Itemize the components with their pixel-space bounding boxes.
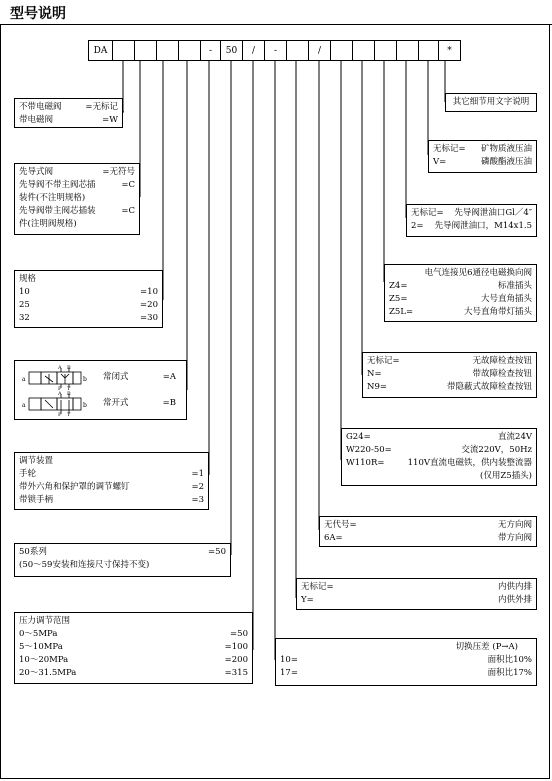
code-cell-2 [112,40,135,61]
box-fault: 无标记= 无故障检查按钮 N= 带故障检查按钮 N9= 带隐蔽式故障检查按钮 [362,352,537,398]
box-check: 无代号= 无方向阀 6A= 带方向阀 [319,516,537,547]
function-nc-code: =A [162,371,176,382]
label-B: B [67,365,71,371]
box-drain: 无标记= 先导阀泄油口Gl／4″ 2= 先导阀泄油口，M14x1.5 [406,204,537,237]
box-switch: 切换压差 (P→A) 10= 面积比10% 17= 面积比17% [275,638,537,686]
label-T: T [67,412,71,416]
label-A: A [58,365,62,371]
label-A: A [58,391,62,397]
code-cell-4 [156,40,179,61]
label-T: T [67,386,71,390]
box-pressure: 压力调节范围 0～5MPa =50 5～10MPa =100 10～20MPa =200 20～31.5MPa =315 [14,612,253,684]
box-solenoid: 不带电磁阀 =无标记 带电磁阀 =W [14,98,123,128]
valve-symbol-closed-icon [19,364,91,390]
box-electric: 电气连接见6通径电磁换向阀 Z4= 标准插头 Z5= 大号直角插头 Z5L= 大号直角带灯插头 [384,264,537,322]
page-title: 型号说明 [10,6,66,22]
box-size: 规格 10 =10 25 =20 32 =30 [14,270,163,328]
line-solenoid [123,61,124,112]
label-a: a [22,402,26,409]
box-supply: 无标记= 内供内排 Y= 内供外排 [296,578,537,610]
box-series: 50系列 =50 (50～59安装和连接尺寸保持不变) [14,543,231,577]
code-cell-5 [178,40,201,61]
box-function [14,360,187,420]
function-no-label: 常开式 [103,397,129,408]
valve-symbol-open-icon [19,390,91,416]
code-cell-1: DA [88,40,113,61]
code-cell-12 [330,40,353,61]
code-cell-6: - [200,40,221,61]
code-cell-7: 50 [220,40,243,61]
label-a: a [22,376,26,383]
box-pilot: 先导式阀 =无符号 先导阀不带主阀芯插 =C 装件(不注明规格) 先导阀带主阀芯插装 =C 件(注明阀规格) [14,163,140,235]
function-nc-label: 常闭式 [103,371,129,382]
label-P: P [58,412,62,416]
box-fluid: 无标记= 矿物质液压油 V= 磷酸酯液压油 [428,140,537,173]
label-b: b [83,402,87,409]
code-cell-8: / [242,40,265,61]
code-cell-13 [352,40,375,61]
code-cell-3 [134,40,157,61]
code-cell-14 [374,40,397,61]
code-cell-10 [286,40,309,61]
code-cell-11: / [308,40,331,61]
label-b: b [83,376,87,383]
box-voltage: G24= 直流24V W220-50= 交流220V，50Hz W110R= 110V直流电磁铁，供内装整流器 (仅用Z5插头) [341,428,537,486]
box-adjust: 调节装置 手轮 =1 带外六角和保护罩的调节螺钉 =2 带锁手柄 =3 [14,452,209,510]
function-no-code: =B [162,397,176,408]
label-P: P [58,386,62,390]
code-cell-17: * [438,40,461,61]
code-cell-9: - [264,40,287,61]
label-B: B [67,391,71,397]
box-other: 其它细节用文字说明 [445,93,537,112]
code-cell-16 [418,40,439,61]
code-cell-15 [396,40,419,61]
